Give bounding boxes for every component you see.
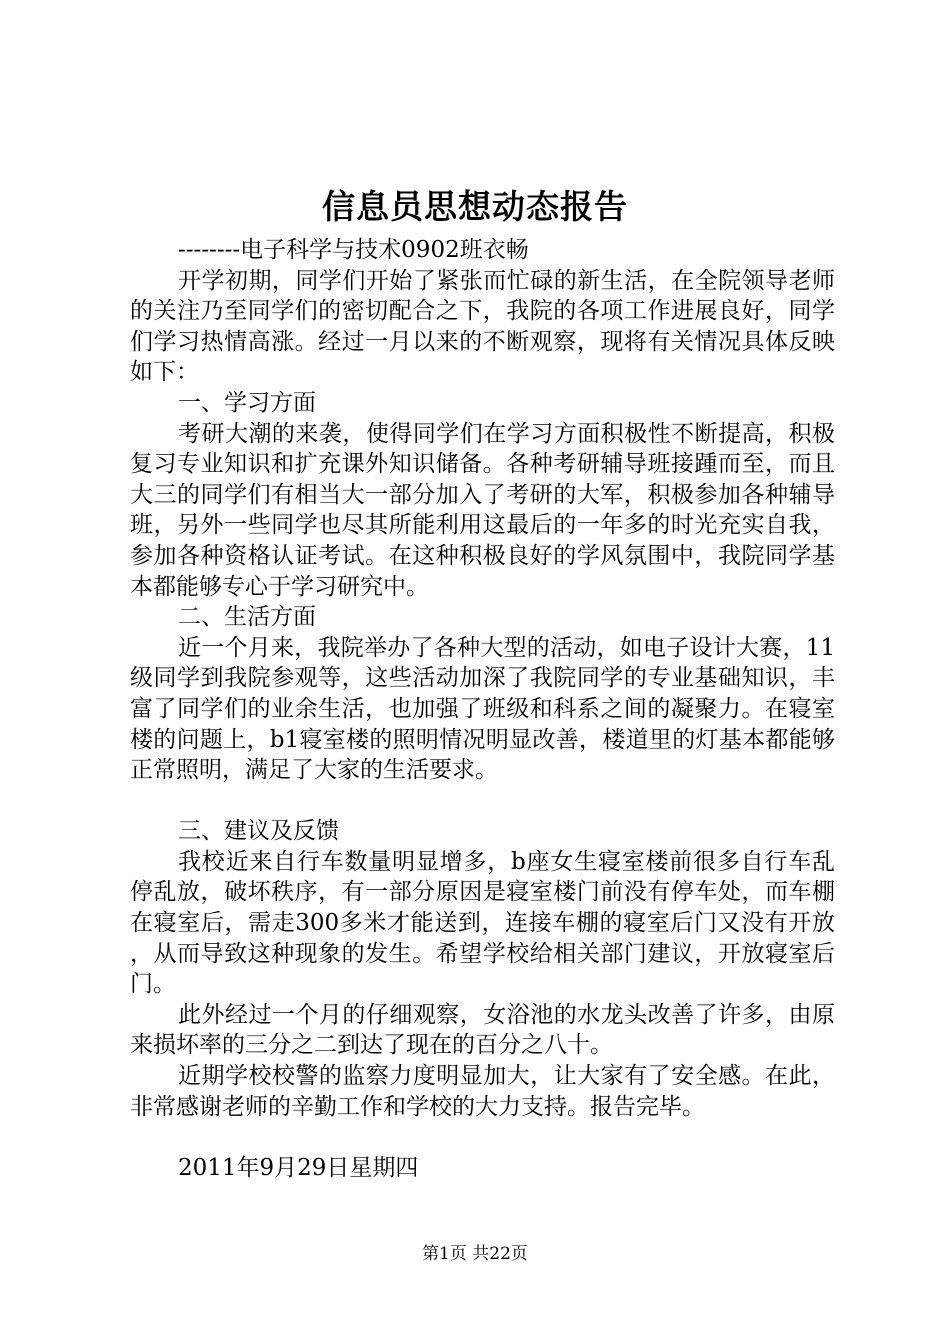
section-heading-study: 一、学习方面 — [178, 389, 316, 416]
section-heading-life: 二、生活方面 — [178, 604, 316, 631]
paragraph-suggestion-security: 近期学校校警的监察力度明显加大，让大家有了安全感。在此，非常感谢老师的辛勤工作和学校的大力支持。报告完毕。 — [130, 1063, 835, 1120]
page-number-footer: 第1页 共22页 — [422, 1244, 528, 1264]
document-title: 信息员思想动态报告 — [322, 187, 628, 226]
blank-line — [130, 786, 835, 817]
byline: --------电子科学与技术0902班衣畅 — [178, 237, 529, 263]
paragraph-life: 近一个月来，我院举办了各种大型的活动，如电子设计大赛，11级同学到我院参观等，这些活动加深了我院同学的专业基础知识，丰富了同学们的业余生活，也加强了班级和科系之间的凝聚力。在寝室楼的问题上，b1寝室楼的照明情况明显改善，楼道里的灯基本都能够正常照明，满足了大家的生活要求。 — [130, 634, 835, 784]
paragraph-suggestion-bicycles: 我校近来自行车数量明显增多，b座女生寝室楼前很多自行车乱停乱放，破坏秩序，有一部分原因是寝室楼门前没有停车处，而车棚在寝室后，需走300多米才能送到，连接车棚的寝室后门又没有开放，从而导致这种现象的发生。希望学校给相关部门建议，开放寝室后门。 — [130, 848, 835, 998]
document-body — [130, 235, 835, 1183]
section-heading-suggestions: 三、建议及反馈 — [178, 818, 339, 845]
report-date: 2011年9月29日星期四 — [178, 1154, 419, 1181]
paragraph-suggestion-faucets: 此外经过一个月的仔细观察，女浴池的水龙头改善了许多，由原来损坏率的三分之二到达了现在的百分之八十。 — [130, 1001, 835, 1059]
blank-line — [130, 1122, 835, 1153]
paragraph-study: 考研大潮的来袭，使得同学们在学习方面积极性不断提高，积极复习专业知识和扩充课外知识储备。各种考研辅导班接踵而至，而且大三的同学们有相当大一部分加入了考研的大军，积极参加各种辅导班，另外一些同学也尽其所能利用这最后的一年多的时光充实自我，参加各种资格认证考试。在这种积极良好的学风氛围中，我院同学基本都能够专心于学习研究中。 — [130, 420, 835, 600]
paragraph-intro: 开学初期，同学们开始了紧张而忙碌的新生活，在全院领导老师的关注乃至同学们的密切配合之下，我院的各项工作进展良好，同学们学习热情高涨。经过一月以来的不断观察，现将有关情况具体反映如下： — [130, 267, 835, 386]
